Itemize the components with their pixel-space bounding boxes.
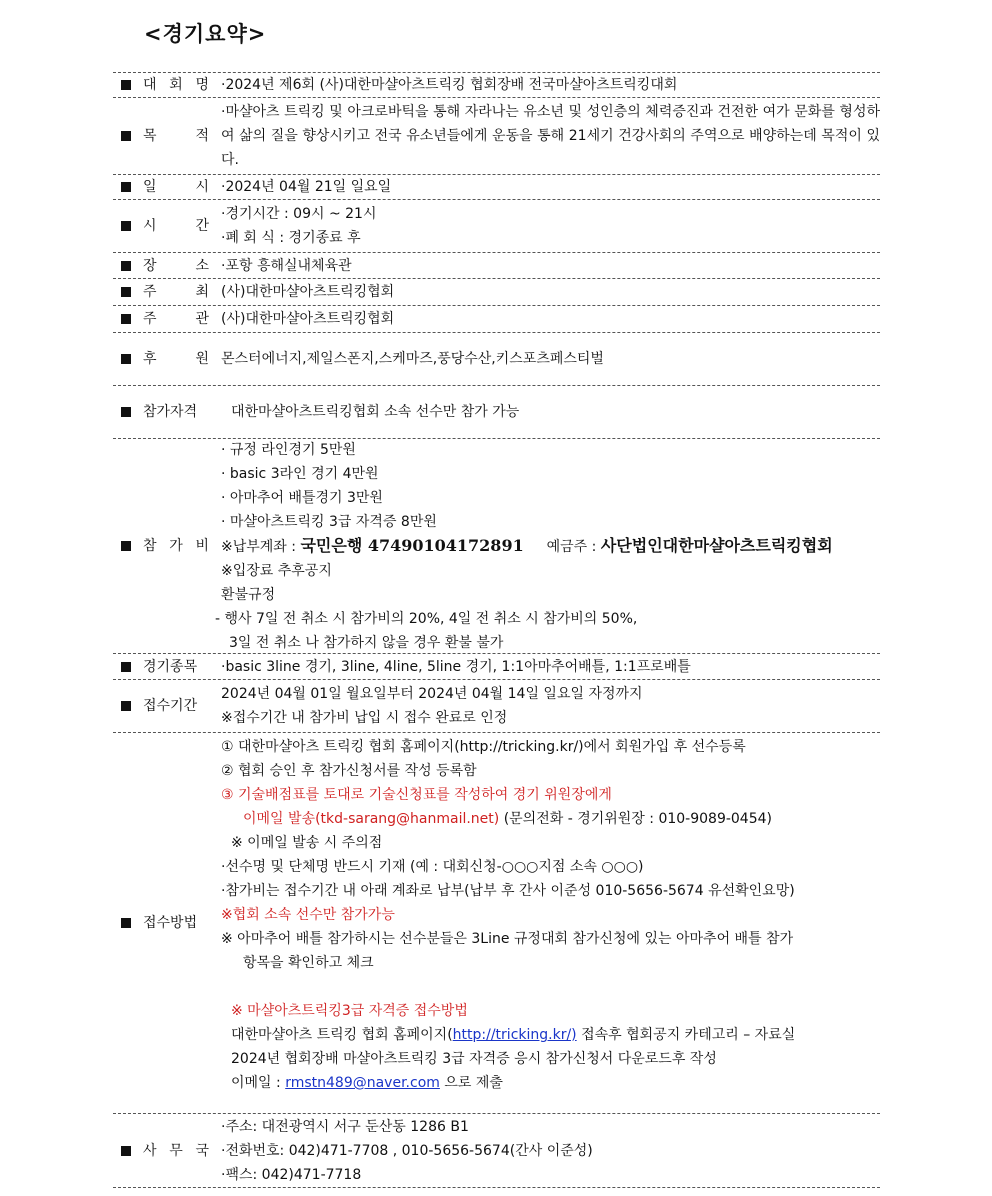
method-step: ② 협회 승인 후 참가신청서를 작성 등록함	[221, 763, 477, 779]
row-value: ·마샬아츠 트릭킹 및 아크로바틱을 통해 자라나는 유소년 및 성인층의 체력증진과 건전한 여가 문화를 형성하여 삶의 질을 향상시키고 전국 유소년들에게 운동을 통해 21세기 건강사회의 주역으로 배양하는데 목적이 있다.	[221, 104, 880, 168]
row-events	[113, 654, 880, 680]
row-label: 주 관	[143, 311, 209, 327]
bullet-square-icon	[121, 261, 131, 271]
row-organizer	[113, 306, 880, 333]
bullet-square-icon	[121, 407, 131, 417]
cert-text: 2024년 협회장배 마샬아츠트릭킹 3급 자격증 응시 참가신청서 다운로드후 작성	[231, 1051, 717, 1067]
row-value: 대한마샬아츠트릭킹협회 소속 선수만 참가 가능	[231, 404, 520, 420]
row-label: 일 시	[143, 179, 209, 195]
page-title: <경기요약>	[144, 22, 267, 46]
cert-text: 이메일 :	[231, 1075, 286, 1091]
bullet-square-icon	[121, 918, 131, 928]
row-value: (사)대한마샬아츠트릭킹협회	[221, 284, 395, 300]
row-label: 경기종목	[143, 658, 198, 675]
row-purpose	[113, 98, 880, 175]
fee-account	[221, 534, 880, 559]
row-sponsor	[113, 333, 880, 386]
bullet-square-icon	[121, 221, 131, 231]
row-fee	[113, 439, 880, 654]
row-label: 참 가 비	[143, 538, 209, 554]
row-value: ·2024년 04월 21일 일요일	[221, 179, 392, 195]
method-step: ③ 기술배점표를 토대로 기술신청표를 작성하여 경기 위원장에게	[221, 787, 612, 803]
account-prefix: ※납부계좌 :	[221, 538, 301, 555]
row-method	[113, 733, 880, 1114]
row-label: 시 간	[143, 218, 209, 234]
holder-prefix: 예금주 :	[546, 538, 601, 555]
bullet-square-icon	[121, 541, 131, 551]
row-value: (사)대한마샬아츠트릭킹협회	[221, 311, 395, 327]
row-value: ·포항 흥해실내체육관	[221, 257, 352, 274]
row-value: 2024년 04월 01일 월요일부터 2024년 04월 14일 일요일 자정까지	[221, 686, 643, 702]
row-eligibility	[113, 386, 880, 439]
cert-text: 접속후 협회공지 카테고리 – 자료실	[576, 1027, 796, 1043]
account-holder: 사단법인대한마샬아츠트릭킹협회	[600, 535, 833, 555]
method-note: ·참가비는 접수기간 내 아래 계좌로 납부(납부 후 간사 이준성 010-5656-5674 유선확인요망)	[221, 883, 795, 899]
bullet-square-icon	[121, 287, 131, 297]
row-date	[113, 175, 880, 200]
method-note: 항목을 확인하고 체크	[243, 955, 374, 971]
row-event-name	[113, 73, 880, 98]
caution-title: ※ 이메일 발송 시 주의점	[231, 835, 383, 851]
row-label: 참가자격	[143, 404, 198, 420]
row-label: 사 무 국	[143, 1142, 209, 1159]
cert-text: 대한마샬아츠 트릭킹 협회 홈페이지(	[231, 1027, 453, 1043]
row-label: 접수방법	[143, 915, 198, 931]
tricking-link[interactable]: http://tricking.kr/)	[452, 1027, 577, 1043]
row-value: 몬스터에너지,제일스폰지,스케마즈,풍당수산,키스포츠페스티벌	[221, 351, 604, 367]
inquiry-phone: (문의전화 - 경기위원장 : 010-9089-0454)	[499, 811, 772, 827]
bullet-square-icon	[121, 1146, 131, 1156]
bullet-square-icon	[121, 701, 131, 711]
bullet-square-icon	[121, 314, 131, 324]
bullet-square-icon	[121, 131, 131, 141]
fee-item: · 규정 라인경기 5만원	[221, 441, 356, 458]
bullet-square-icon	[121, 354, 131, 364]
summary-table	[113, 72, 880, 1188]
refund-line: - 행사 7일 전 취소 시 참가비의 20%, 4일 전 취소 시 참가비의 50%,	[215, 610, 638, 627]
method-note: ※협회 소속 선수만 참가가능	[221, 907, 395, 923]
row-value: ·팩스: 042)471-7718	[221, 1166, 362, 1183]
row-label: 접수기간	[143, 698, 198, 714]
row-label: 대 회 명	[143, 77, 209, 93]
method-step: ① 대한마샬아츠 트릭킹 협회 홈페이지(http://tricking.kr/)에서 회원가입 후 선수등록	[221, 739, 746, 755]
row-label: 주 최	[143, 284, 209, 300]
row-place	[113, 253, 880, 279]
refund-title: 환불규정	[221, 586, 276, 603]
row-label: 장 소	[143, 257, 209, 274]
bullet-square-icon	[121, 80, 131, 90]
row-value: ·폐 회 식 : 경기종료 후	[221, 230, 361, 246]
row-period	[113, 680, 880, 733]
email-send: 이메일 발송(tkd-sarang@hanmail.net)	[243, 811, 500, 827]
refund-line: 3일 전 취소 나 참가하지 않을 경우 환불 불가	[229, 634, 504, 651]
bank-account: 국민은행 47490104172891	[300, 535, 524, 555]
fee-item: · 아마추어 배틀경기 3만원	[221, 489, 383, 506]
row-value: ·경기시간 : 09시 ~ 21시	[221, 206, 377, 222]
row-host	[113, 279, 880, 306]
cert-title: ※ 마샬아츠트릭킹3급 자격증 접수방법	[231, 1003, 468, 1019]
row-label: 후 원	[143, 351, 209, 367]
row-value: ·주소: 대전광역시 서구 둔산동 1286 B1	[221, 1118, 469, 1135]
row-time	[113, 200, 880, 253]
row-value: ※접수기간 내 참가비 납입 시 접수 완료로 인정	[221, 710, 508, 726]
row-value: ·basic 3line 경기, 3line, 4line, 5line 경기, 1:1아마추어배틀, 1:1프로배틀	[221, 658, 691, 675]
bullet-square-icon	[121, 182, 131, 192]
email-link[interactable]: rmstn489@naver.com	[285, 1075, 440, 1091]
fee-item: · basic 3라인 경기 4만원	[221, 465, 379, 482]
method-note: ※ 아마추어 배틀 참가하시는 선수분들은 3Line 규정대회 참가신청에 있는 아마추어 배틀 참가	[221, 931, 794, 947]
bullet-square-icon	[121, 662, 131, 672]
entry-fee-note: ※입장료 추후공지	[221, 562, 332, 579]
row-value: ·전화번호: 042)471-7708 , 010-5656-5674(간사 이준성)	[221, 1142, 593, 1159]
row-office	[113, 1114, 880, 1188]
row-value: ·2024년 제6회 (사)대한마샬아츠트릭킹 협회장배 전국마샬아츠트릭킹대회	[221, 77, 678, 93]
cert-text: 으로 제출	[439, 1075, 503, 1091]
fee-item: · 마샬아츠트릭킹 3급 자격증 8만원	[221, 513, 437, 530]
row-label: 목 적	[143, 128, 209, 144]
method-note: ·선수명 및 단체명 반드시 기재 (예 : 대회신청-○○○지점 소속 ○○○)	[221, 859, 644, 875]
